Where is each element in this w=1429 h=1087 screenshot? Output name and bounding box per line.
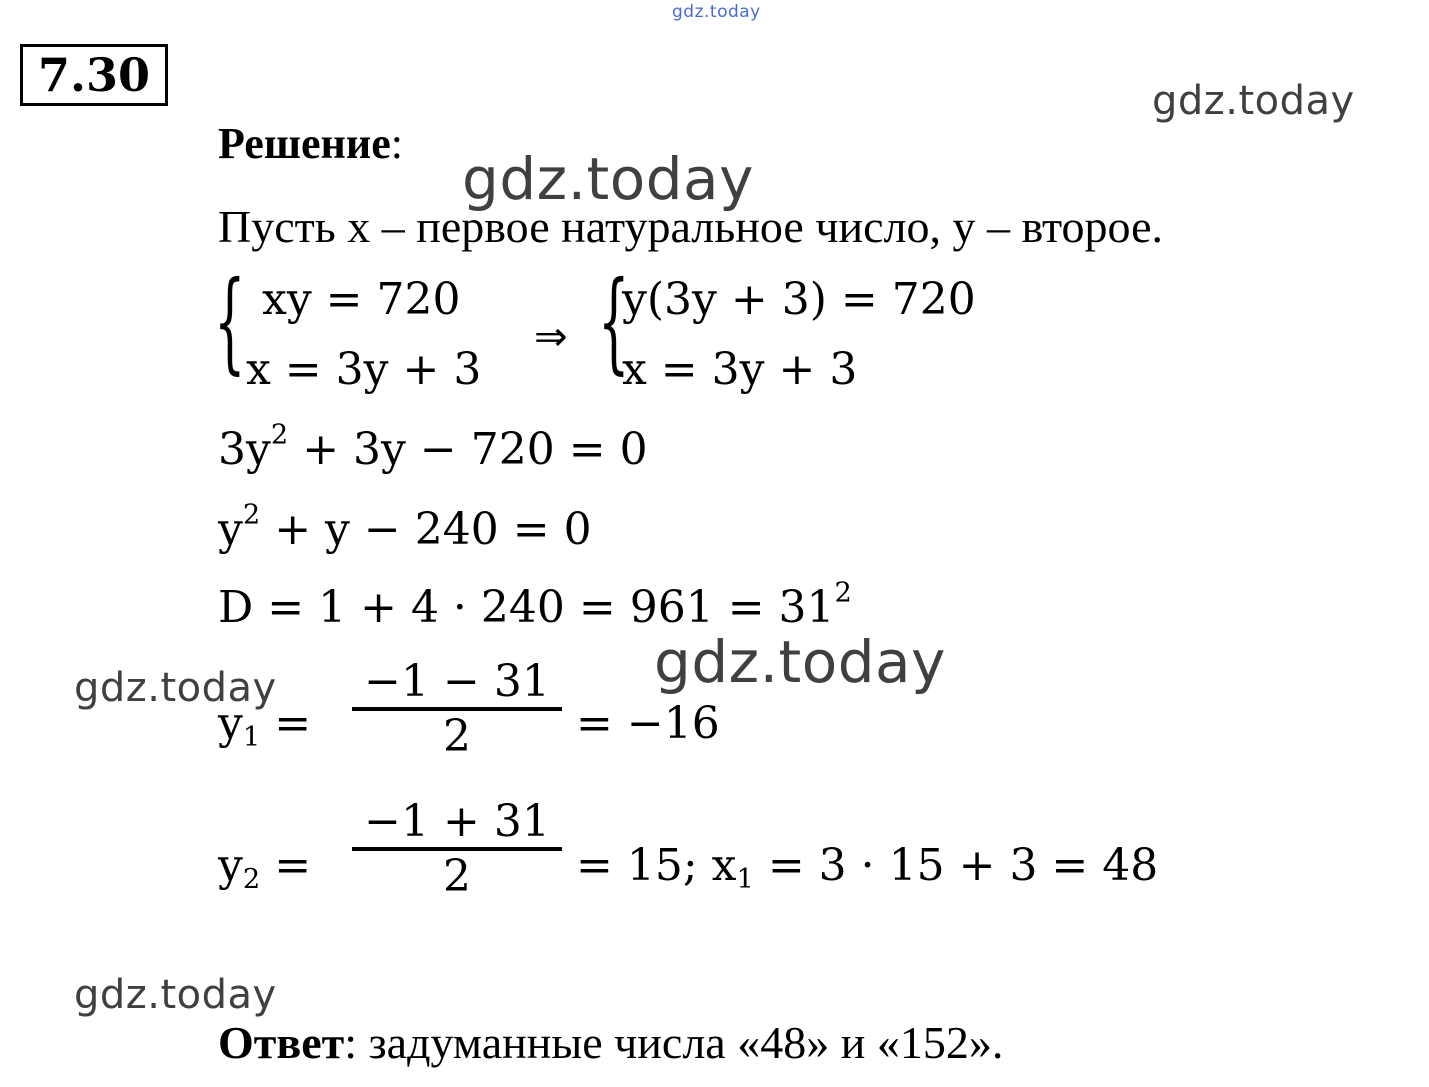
eq4-part-a: y (218, 504, 243, 555)
y2-numerator: −1 + 31 (364, 796, 550, 847)
answer-text: : задуманные числа «48» и «152». (344, 1017, 1004, 1068)
eq3-part-a: 3y (218, 424, 271, 475)
eq3-part-b: + 3y − 720 = 0 (288, 424, 648, 475)
eq4-part-b: + y − 240 = 0 (260, 504, 592, 555)
intro-text: Пусть x – первое натуральное число, y – второе. (218, 201, 1163, 252)
y1-denominator: 2 (443, 711, 471, 762)
y2-fraction (352, 796, 562, 902)
system-brace-left: { (214, 257, 246, 385)
y2-denominator: 2 (443, 851, 471, 902)
watermark: gdz.today (74, 972, 277, 1018)
watermark: gdz.today (1152, 78, 1355, 124)
y1-var: y (218, 698, 243, 749)
y1-result: = −16 (576, 698, 720, 749)
eq3-exponent: 2 (270, 419, 289, 451)
y1-subscript: 1 (242, 722, 261, 754)
answer-label: Ответ (218, 1017, 345, 1068)
y2-result (576, 840, 1159, 896)
y2-lhs: $y_2$ = (218, 840, 312, 896)
watermark-top: gdz.today (672, 2, 761, 22)
y1-lhs: $y_1$ = (218, 698, 312, 754)
y1-fraction (352, 656, 562, 762)
y2-var: y (218, 840, 243, 891)
watermark: gdz.today (462, 145, 754, 213)
watermark: gdz.today (74, 665, 277, 711)
eq5-exponent: 2 (834, 577, 852, 609)
eq5-part-a: D = 1 + 4 · 240 = 961 = 31 (218, 582, 835, 633)
watermark: gdz.today (654, 628, 946, 696)
y2-subscript: 2 (242, 864, 261, 896)
solution-heading (218, 118, 403, 169)
answer-line (218, 1016, 1003, 1069)
system2-eq2: x = 3y + 3 (622, 344, 858, 395)
equation-reduced (218, 499, 592, 555)
x1-subscript: 1 (736, 864, 754, 896)
system1-eq1: xy = 720 (262, 274, 461, 325)
y1-numerator: −1 − 31 (364, 656, 550, 707)
equation-discriminant (218, 577, 852, 633)
eq4-exponent: 2 (242, 499, 261, 531)
system1-eq2: x = 3y + 3 (246, 344, 482, 395)
y2-result-a: = 15; x (576, 840, 737, 891)
heading-colon: : (390, 119, 403, 168)
y2-result-b: = 3 · 15 + 3 = 48 (753, 840, 1159, 891)
equation-quadratic (218, 419, 648, 475)
solution-label: Решение (218, 119, 391, 168)
problem-number: 7.30 (20, 44, 168, 106)
system2-eq1: y(3y + 3) = 720 (622, 274, 976, 325)
implies-arrow: ⇒ (534, 314, 568, 360)
system-brace-right: { (598, 257, 630, 385)
